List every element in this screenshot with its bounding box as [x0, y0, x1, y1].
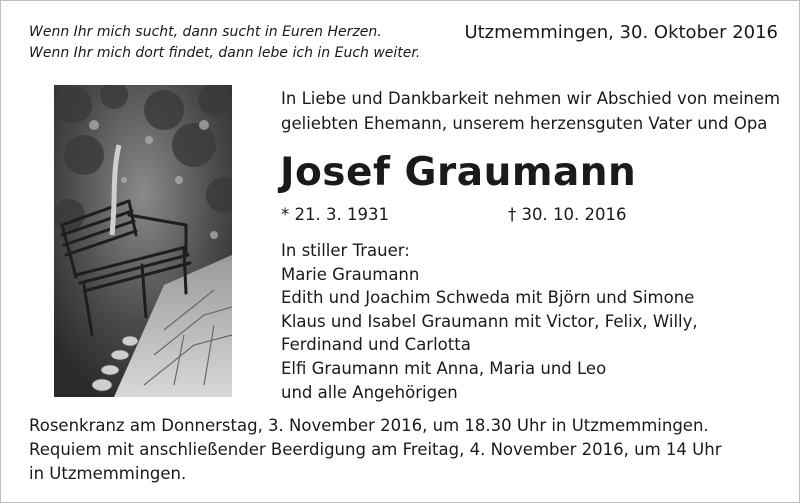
service-details	[29, 414, 779, 486]
mourner-line: Ferdinand und Carlotta	[281, 335, 471, 355]
death-date: † 30. 10. 2016	[508, 205, 627, 224]
memorial-quote	[29, 22, 420, 64]
mourner-line: Marie Graumann	[281, 264, 420, 284]
requiem-line: Requiem mit anschließender Beerdigung am Freitag, 4. November 2016, um 14 Uhr	[29, 440, 722, 459]
mourner-line: und alle Angehörigen	[281, 382, 458, 402]
mourner-line: Klaus und Isabel Graumann mit Victor, Felix, Willy,	[281, 311, 698, 331]
mourner-line: Elfi Graumann mit Anna, Maria und Leo	[281, 358, 607, 378]
intro-line-1: In Liebe und Dankbarkeit nehmen wir Abschied von meinem	[281, 89, 781, 108]
place-date: Utzmemmingen, 30. Oktober 2016	[464, 22, 778, 43]
mourners-heading: In stiller Trauer:	[281, 241, 410, 260]
birth-date: * 21. 3. 1931	[281, 205, 389, 224]
mourner-line: Edith und Joachim Schweda mit Björn und Simone	[281, 288, 695, 308]
requiem-location-line: in Utzmemmingen.	[29, 464, 187, 483]
intro-line-2: geliebten Ehemann, unserem herzensguten Vater und Opa	[281, 114, 768, 133]
deceased-name: Josef Graumann	[280, 150, 637, 195]
quote-line-2: Wenn Ihr mich dort findet, dann lebe ich in Euch weiter.	[29, 45, 421, 61]
bench-photo	[54, 85, 232, 397]
quote-line-1: Wenn Ihr mich sucht, dann sucht in Euren Herzen.	[29, 24, 382, 40]
farewell-intro	[281, 86, 781, 136]
mourners-list	[281, 239, 781, 404]
rosary-line: Rosenkranz am Donnerstag, 3. November 2016, um 18.30 Uhr in Utzmemmingen.	[29, 416, 709, 435]
